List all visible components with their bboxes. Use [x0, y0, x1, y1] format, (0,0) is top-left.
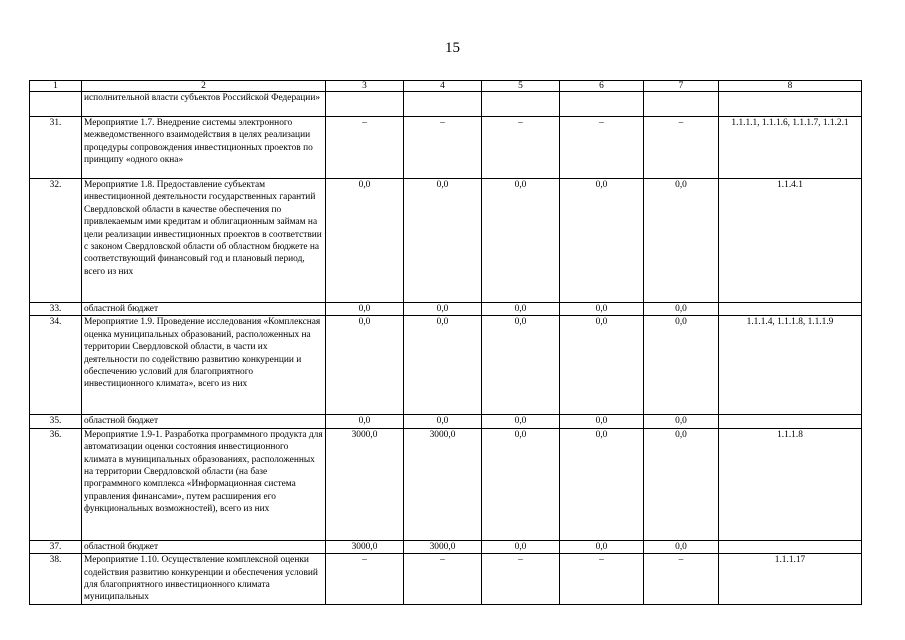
row-number [30, 92, 82, 117]
row-number: 35. [30, 415, 82, 428]
value-cell: 0,0 [326, 316, 404, 415]
program-table [29, 80, 862, 605]
value-cell: 0,0 [326, 415, 404, 428]
column-header: 2 [82, 81, 326, 92]
value-cell: 3000,0 [404, 540, 482, 553]
column-header: 7 [644, 81, 719, 92]
value-cell: 0,0 [404, 316, 482, 415]
value-cell: 0,0 [644, 415, 719, 428]
target-ref-cell [719, 415, 862, 428]
value-cell: 3000,0 [326, 540, 404, 553]
value-cell: 0,0 [644, 540, 719, 553]
value-cell: 3000,0 [404, 428, 482, 540]
row-number: 38. [30, 554, 82, 605]
target-ref-cell [719, 92, 862, 117]
table-row [30, 540, 862, 553]
table-row [30, 415, 862, 428]
column-header: 4 [404, 81, 482, 92]
value-cell [482, 92, 560, 117]
column-header: 3 [326, 81, 404, 92]
row-number: 32. [30, 179, 82, 303]
value-cell: 0,0 [560, 316, 644, 415]
value-cell: – [404, 554, 482, 605]
row-number: 31. [30, 117, 82, 179]
value-cell: 0,0 [482, 303, 560, 316]
value-cell: – [560, 117, 644, 179]
activity-description: областной бюджет [82, 540, 326, 553]
table-row [30, 428, 862, 540]
target-ref-cell [719, 540, 862, 553]
value-cell: 0,0 [326, 303, 404, 316]
table-row [30, 92, 862, 117]
column-number-header-row [30, 81, 862, 92]
table-row [30, 316, 862, 415]
value-cell: – [644, 117, 719, 179]
target-ref-cell [719, 303, 862, 316]
target-ref-cell: 1.1.1.8 [719, 428, 862, 540]
value-cell: 0,0 [404, 415, 482, 428]
row-number: 37. [30, 540, 82, 553]
value-cell: 0,0 [644, 179, 719, 303]
column-header: 6 [560, 81, 644, 92]
value-cell: 0,0 [326, 179, 404, 303]
value-cell: – [482, 554, 560, 605]
value-cell: 0,0 [482, 316, 560, 415]
column-header: 1 [30, 81, 82, 92]
activity-description: Мероприятие 1.9. Проведение исследования «Комплексная оценка муниципальных образований, расположенных на территории Свердловской области, в части их деятельности по содействию развитию конкуренции и обеспечению условий для благоприятного инвестиционного климата», всего из них [82, 316, 326, 415]
value-cell: – [326, 117, 404, 179]
value-cell: 0,0 [644, 303, 719, 316]
value-cell: 0,0 [560, 303, 644, 316]
value-cell [560, 92, 644, 117]
activity-description: Мероприятие 1.10. Осуществление комплексной оценки содействия развитию конкуренции и обеспечения условий для благоприятного инвестиционного климата муниципальных [82, 554, 326, 605]
value-cell: 0,0 [644, 316, 719, 415]
value-cell: 0,0 [482, 179, 560, 303]
table-row [30, 179, 862, 303]
row-number: 34. [30, 316, 82, 415]
value-cell: 0,0 [560, 540, 644, 553]
column-header: 8 [719, 81, 862, 92]
page-number: 15 [445, 40, 460, 56]
row-number: 36. [30, 428, 82, 540]
value-cell: 3000,0 [326, 428, 404, 540]
value-cell: 0,0 [404, 179, 482, 303]
value-cell [404, 92, 482, 117]
value-cell: 0,0 [482, 415, 560, 428]
table-row [30, 554, 862, 605]
value-cell: 0,0 [404, 303, 482, 316]
value-cell: – [482, 117, 560, 179]
activity-description: исполнительной власти субъектов Российской Федерации» [82, 92, 326, 117]
target-ref-cell: 1.1.1.17 [719, 554, 862, 605]
value-cell: – [560, 554, 644, 605]
target-ref-cell: 1.1.1.1, 1.1.1.6, 1.1.1.7, 1.1.2.1 [719, 117, 862, 179]
row-number: 33. [30, 303, 82, 316]
value-cell: 0,0 [644, 428, 719, 540]
table-row [30, 117, 862, 179]
value-cell: 0,0 [560, 428, 644, 540]
activity-description: областной бюджет [82, 303, 326, 316]
value-cell: 0,0 [560, 415, 644, 428]
table-row [30, 303, 862, 316]
activity-description: Мероприятие 1.9-1. Разработка программного продукта для автоматизации оценки состояния инвестиционного климата в муниципальных образованиях, расположенных на территории Свердловской области (на базе программного комплекса «Информационная система управления финансами», путем расширения его функциональных возможностей), всего из них [82, 428, 326, 540]
activity-description: областной бюджет [82, 415, 326, 428]
value-cell: 0,0 [560, 179, 644, 303]
value-cell [644, 92, 719, 117]
value-cell: – [326, 554, 404, 605]
activity-description: Мероприятие 1.8. Предоставление субъектам инвестиционной деятельности государственных гарантий Свердловской области в качестве обеспечения по привлекаемым ими кредитам и облигационным займам на цели реализации инвестиционных проектов в соответствии с законом Свердловской области об областном бюджете на соответствующий финансовый год и плановый период, всего из них [82, 179, 326, 303]
value-cell: 0,0 [482, 428, 560, 540]
target-ref-cell: 1.1.1.4, 1.1.1.8, 1.1.1.9 [719, 316, 862, 415]
value-cell: – [404, 117, 482, 179]
target-ref-cell: 1.1.4.1 [719, 179, 862, 303]
activity-description: Мероприятие 1.7. Внедрение системы электронного межведомственного взаимодействия в целях реализации процедуры сопровождения инвестиционных проектов по принципу «одного окна» [82, 117, 326, 179]
value-cell [326, 92, 404, 117]
value-cell: 0,0 [482, 540, 560, 553]
value-cell: – [644, 554, 719, 605]
column-header: 5 [482, 81, 560, 92]
